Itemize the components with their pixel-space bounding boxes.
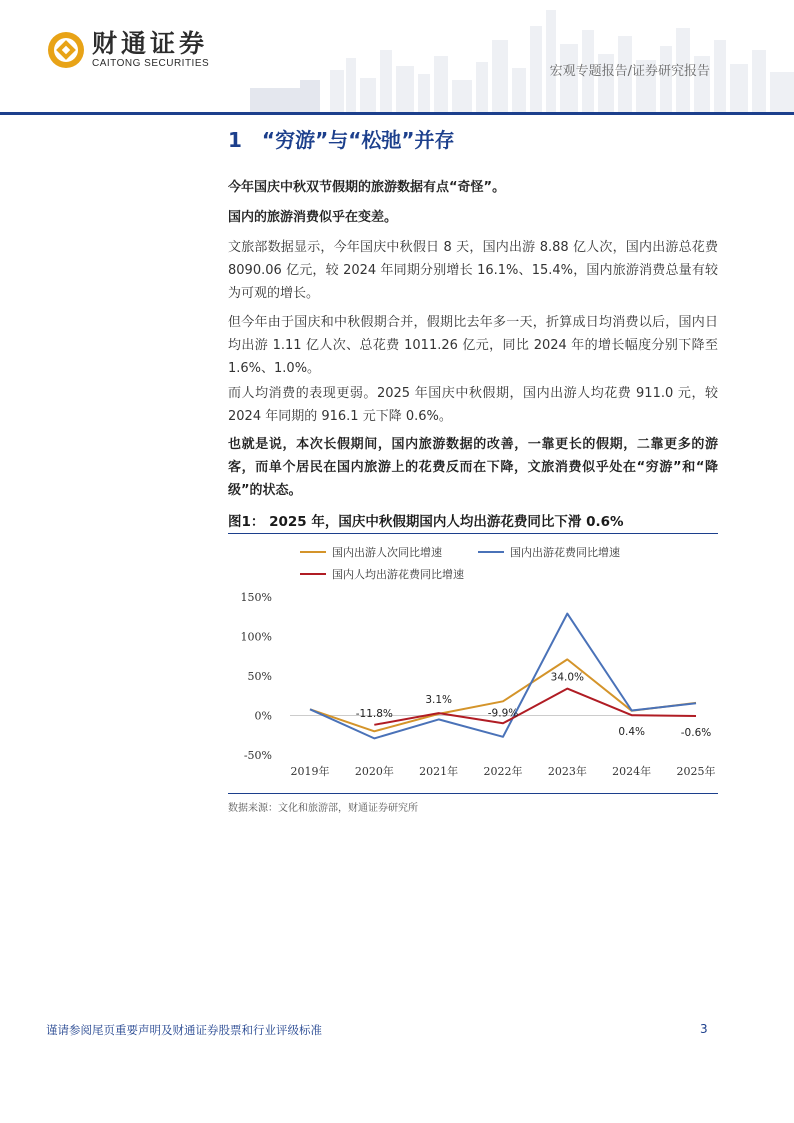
line-chart: [228, 535, 718, 791]
y-tick-label: 150%: [240, 591, 272, 604]
x-tick-label: 2024年: [612, 765, 652, 778]
y-tick-label: -50%: [243, 749, 272, 762]
x-tick-label: 2021年: [419, 765, 459, 778]
paragraph-1: [228, 176, 718, 199]
paragraph-text: 而人均消费的表现更弱。2025 年国庆中秋假期，国内出游人均花费 911.0 元，较 2024 年同期的 916.1 元下降 0.6%。: [228, 386, 718, 424]
series-line: [310, 659, 696, 731]
paragraph-text: 文旅部数据显示，今年国庆中秋假日 8 天，国内出游 8.88 亿人次，国内出游总花费 8090.06 亿元，较 2024 年同期分别增长 16.1%、15.4%，国内旅游消费总量有较为可观的增长。: [228, 240, 718, 301]
paragraph-2: [228, 206, 718, 229]
figure-source: 数据来源：文化和旅游部，财通证券研究所: [228, 803, 418, 814]
section-number: 1: [228, 128, 242, 152]
chart-legend: [300, 545, 620, 581]
x-tick-label: 2019年: [290, 765, 330, 778]
data-label: 0.4%: [618, 726, 646, 739]
legend-label: 国内人均出游花费同比增速: [332, 568, 464, 581]
page-header: [0, 0, 794, 115]
paragraph-3: [228, 236, 718, 305]
footer-disclaimer: 谨请参阅尾页重要声明及财通证券股票和行业评级标准: [46, 1023, 322, 1037]
series-line: [374, 689, 696, 725]
paragraph-4: [228, 311, 718, 380]
section-heading: [228, 124, 455, 153]
figure-bottom-rule: [228, 793, 718, 794]
paragraph-text: 也就是说，本次长假期间，国内旅游数据的改善，一靠更长的假期，二靠更多的游客，而单个居民在国内旅游上的花费反而在下降，文旅消费似乎处在“穷游”和“降级”的状态。: [228, 437, 718, 498]
y-tick-label: 0%: [254, 709, 272, 723]
logo-coin-icon: [46, 30, 86, 70]
page-number: 3: [700, 1022, 708, 1036]
data-label: 34.0%: [550, 671, 585, 684]
y-tick-label: 50%: [247, 670, 272, 683]
paragraph-text: 国内的旅游消费似乎在变差。: [228, 210, 398, 225]
data-label: -0.6%: [680, 726, 712, 739]
x-tick-label: 2022年: [483, 765, 523, 778]
figure-top-rule: [228, 533, 718, 534]
data-label: 3.1%: [425, 694, 453, 707]
paragraph-6: [228, 433, 718, 502]
data-label: -9.9%: [487, 707, 519, 720]
company-logo: [46, 30, 209, 70]
x-tick-label: 2023年: [547, 765, 587, 778]
header-divider: [0, 112, 794, 115]
paragraph-5: [228, 382, 718, 428]
x-axis: [291, 764, 716, 778]
logo-english-name: CAITONG SECURITIES: [92, 58, 210, 69]
logo-chinese-name: 财通证券: [92, 29, 209, 58]
legend-label: 国内出游花费同比增速: [510, 546, 620, 559]
paragraph-text: 但今年由于国庆和中秋假期合并，假期比去年多一天，折算成日均消费以后，国内日均出游 1.11 亿人次、总花费 1011.26 亿元，同比 2024 年的增长幅度分别下降至 1.6%、1.0%。: [228, 315, 718, 376]
data-label: -11.8%: [355, 707, 393, 720]
legend-label: 国内出游人次同比增速: [332, 546, 442, 559]
x-tick-label: 2025年: [676, 765, 716, 778]
paragraph-text: 今年国庆中秋双节假期的旅游数据有点“奇怪”。: [228, 180, 506, 195]
y-tick-label: 100%: [240, 630, 272, 644]
section-title-text: “穷游”与“松弛”并存: [261, 128, 455, 152]
figure-title: 图1： 2025 年，国庆中秋假期国内人均出游花费同比下滑 0.6%: [228, 514, 624, 530]
report-type-label: 宏观专题报告/证券研究报告: [549, 64, 710, 79]
x-tick-label: 2020年: [354, 765, 394, 778]
